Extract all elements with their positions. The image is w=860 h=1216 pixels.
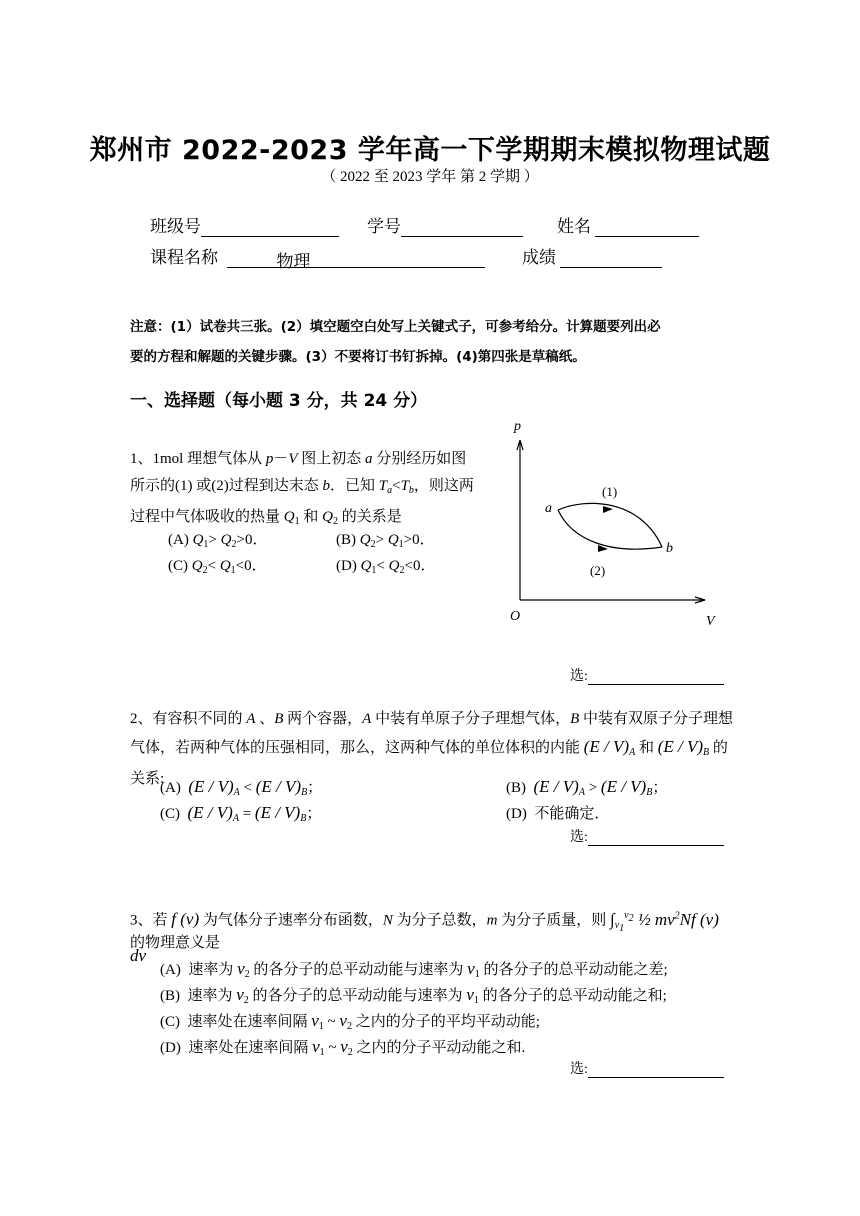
course-input-line[interactable]: [227, 249, 485, 271]
pv-diagram: [490, 410, 730, 630]
q1-answer: [570, 665, 724, 685]
score-input-line[interactable]: [560, 249, 662, 268]
score-field: [522, 243, 662, 268]
name-field: [557, 212, 699, 237]
student-no-field: [367, 212, 523, 237]
q1-option-a[interactable]: (A) $Q_1> Q_2>0$．: [168, 532, 268, 550]
q2-answer-line[interactable]: [588, 831, 724, 846]
student-no-label: 学号: [367, 217, 401, 236]
course-label: 课程名称: [150, 248, 218, 267]
q3-answer-label: 选:: [570, 1062, 588, 1077]
q3-answer: [570, 1058, 724, 1078]
q3-answer-line[interactable]: [588, 1063, 724, 1078]
q2-option-d[interactable]: (D) 不能确定．: [506, 806, 610, 822]
q2-answer: [570, 826, 724, 846]
course-field: [150, 243, 485, 271]
class-input-line[interactable]: [201, 218, 339, 237]
score-label: 成绩: [522, 248, 556, 267]
point-a-label: a: [545, 501, 552, 516]
point-b-label: b: [666, 541, 673, 556]
question-3-text-2: 的物理意义是: [130, 935, 221, 951]
q2-option-c[interactable]: (C) $(E / V)_A = (E / V)_B$；: [160, 803, 322, 824]
path-1-label: (1): [602, 484, 618, 499]
q3-option-d[interactable]: (D) 速率处在速率间隔 $v_1$ ~ $v_2$ 之内的分子平动动能之和.: [160, 1037, 526, 1058]
q2-option-a[interactable]: (A) $(E / V)_A < (E / V)_B$；: [160, 777, 323, 798]
q3-option-a[interactable]: (A) 速率为 $v_2$ 的各分子的总平动动能与速率为 $v_1$ 的各分子的总平动动能之差;: [160, 959, 668, 980]
q3-option-b[interactable]: (B) 速率为 $v_2$ 的各分子的总平动动能与速率为 $v_1$ 的各分子的总平动动能之和;: [160, 985, 667, 1006]
course-value: 物理: [276, 252, 311, 271]
v-label: V: [706, 614, 715, 629]
notice-line-1: 注意：(1）试卷共三张。(2）填空题空白处写上关键式子，可参考给分。计算题要列出必: [130, 319, 661, 335]
notice: [130, 312, 735, 372]
q1-option-b[interactable]: (B) $Q_2> Q_1>0$．: [336, 532, 435, 550]
q1-answer-label: 选:: [570, 669, 588, 684]
class-label: 班级号: [150, 217, 201, 236]
q2-option-b[interactable]: (B) $(E / V)_A > (E / V)_B$；: [506, 777, 668, 798]
p-label: p: [514, 419, 521, 434]
notice-line-2: 要的方程和解题的关键步骤。(3）不要将订书钉拆掉。(4)第四张是草稿纸。: [130, 349, 586, 365]
path-2-curve: [558, 510, 662, 549]
class-field: [150, 212, 339, 237]
q1-option-c[interactable]: (C) $Q_2< Q_1<0$．: [168, 558, 267, 576]
path-2-label: (2): [590, 563, 606, 578]
path-1-arrow: [603, 506, 613, 513]
name-label: 姓名: [557, 217, 591, 236]
q2-answer-label: 选:: [570, 830, 588, 845]
question-3-text: 3、若 f (v) 为气体分子速率分布函数，N 为分子总数，m 为分子质量，则 $\int_{v_1}^{v_2}$ ½ $mv^2Nf$ (v) dv: [130, 909, 719, 965]
student-no-input-line[interactable]: [401, 218, 523, 237]
page-subtitle: （ 2022 至 2023 学年 第 2 学期 ）: [321, 169, 539, 185]
origin-label: O: [510, 609, 521, 624]
q1-answer-line[interactable]: [588, 670, 724, 685]
q3-option-c[interactable]: (C) 速率处在速率间隔 $v_1$ ~ $v_2$ 之内的分子的平均平动动能;: [160, 1011, 540, 1032]
name-input-line[interactable]: [595, 218, 699, 237]
section-heading: 一、选择题（每小题 3 分，共 24 分）: [130, 391, 428, 411]
question-2-text: 2、有容积不同的 A 、B 两个容器，A 中装有单原子分子理想气体，B 中装有双原子分子理想气体，若两种气体的压强相同，那么，这两种气体的单位体积的内能 $(E / V)_A$ 和 $(E / V)_B$ 的关系:: [130, 711, 734, 787]
page-title: 郑州市 2022-2023 学年高一下学期期末模拟物理试题: [89, 135, 771, 166]
question-1-text: 1、1mol 理想气体从 p－V 图上初态 a 分别经历如图所示的(1) 或(2)过程到达末态 b．已知 $T_a<T_b$，则这两过程中气体吸收的热量 $Q_1$ 和 $Q_2$ 的关系是: [130, 451, 474, 527]
q1-option-d[interactable]: (D) $Q_1< Q_2<0$．: [336, 558, 436, 576]
